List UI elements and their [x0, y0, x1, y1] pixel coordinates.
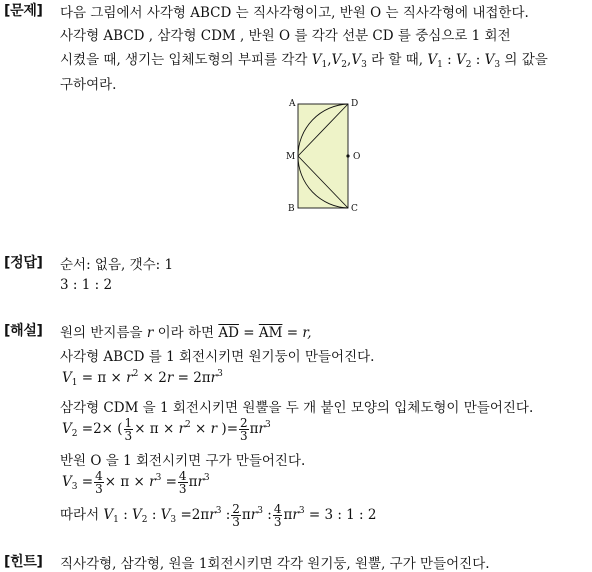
problem-line-1: 다음 그림에서 사각형 ABCD 는 직사각형이고, 반원 O 는 직사각형에 내접한다. [60, 5, 529, 21]
solution-line-1: 원의 반지름을 r 이라 하면 $\overline{AD} = \overline{AM} = r$, [60, 325, 312, 341]
problem-tag: [문제] [4, 3, 43, 19]
problem-line-3: 시켰을 때, 생기는 입체도형의 부피를 각각 $V_1,V_2,V_3$ 라 할 때, $V_1$ : $V_2$ : $V_3$ 의 값을 [60, 52, 548, 70]
label-o: O [353, 152, 361, 162]
answer-tag: [정답] [4, 255, 43, 271]
answer-meta: 순서: 없음, 갯수: 1 [60, 257, 174, 273]
geometry-figure [282, 94, 362, 214]
solution-line-8: 따라서 $V_1$ : $V_2$ : $V_3 =2\pi r^3$ : $\frac{2}{3}$ $\pi r^3$ : $\frac{4}{3}$ $\pi r^3 = 3$ : 1 : 2 [60, 502, 377, 529]
solution-line-7: $V_3$ = $\frac{4}{3}$ × $\pi \times r^3$ = $\frac{4}{3}$ $\pi r^3$ [62, 469, 210, 496]
answer-value: 3 : 1 : 2 [60, 277, 113, 293]
hint-text: 직사각형, 삼각형, 원을 1회전시키면 각각 원기둥, 원뿔, 구가 만들어진다. [60, 556, 490, 572]
solution-line-4: 삼각형 CDM 을 1 회전시키면 원뿔을 두 개 붙인 모양의 입체도형이 만들어진다. [60, 400, 534, 416]
label-m: M [286, 152, 296, 162]
label-c: C [351, 204, 358, 214]
rectangle-abcd [298, 104, 348, 208]
center-o-point [346, 154, 349, 157]
label-a: A [289, 99, 296, 109]
solution-line-2: 사각형 ABCD 를 1 회전시키면 원기둥이 만들어진다. [60, 349, 375, 365]
solution-line-6: 반원 O 을 1 회전시키면 구가 만들어진다. [60, 453, 306, 469]
solution-tag: [해설] [4, 323, 43, 339]
solution-line-5: $V_2 =2\times$ ( $\frac{1}{3}$ × $\pi \times r^2 \times r$ )= $\frac{2}{3}$ $\pi r^3$ [62, 416, 271, 443]
label-b: B [288, 204, 295, 214]
hint-tag: [힌트] [4, 554, 43, 570]
label-d: D [351, 99, 359, 109]
problem-line-4: 구하여라. [60, 77, 117, 93]
solution-line-3: $V_1 = \pi \times r^2 \times 2r = 2\pi r^3$ [62, 369, 223, 388]
problem-line-2: 사각형 ABCD , 삼각형 CDM , 반원 O 를 각각 선분 CD 를 중심으로 1 회전 [60, 28, 511, 44]
